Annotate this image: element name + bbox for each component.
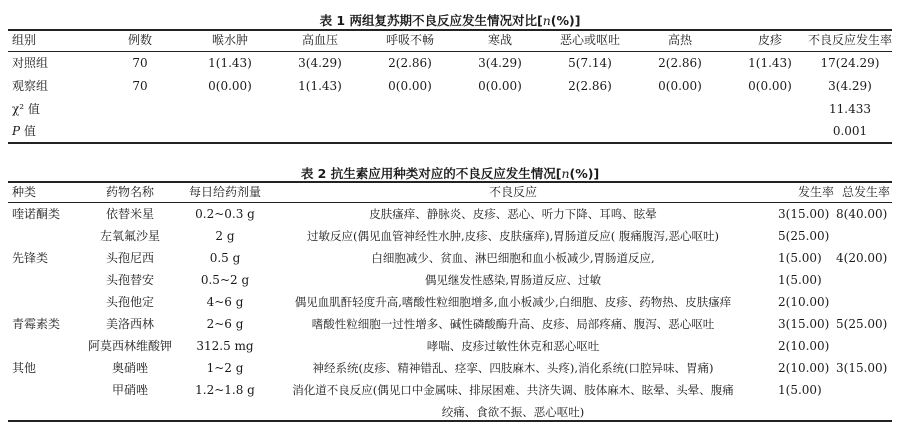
table2-dose-cell: 312.5 mg [196, 339, 254, 353]
table1-cell: 2(2.86) [388, 56, 432, 70]
table2-class-cell: 其他 [12, 361, 37, 375]
table2-drug-cell: 头孢尼西 [105, 251, 155, 265]
table2-adverse-cell: 嗜酸性粒细胞一过性增多、碱性磷酸酶升高、皮疹、局部疼痛、腹泻、恶心呕吐 [311, 317, 715, 331]
table2-drug-cell: 奥硝唑 [111, 361, 149, 375]
table2-rate-cell: 2(10.00) [778, 361, 830, 375]
table2-rate-cell: 1(5.00) [778, 273, 822, 287]
table2-drug-cell: 依替米星 [105, 207, 155, 221]
table2-dose-cell: 0.5~2 g [200, 273, 250, 287]
table2-rate-cell: 1(5.00) [778, 251, 822, 265]
table2-bottom-rule [8, 420, 892, 422]
table1-header-cell: 高血压 [301, 33, 339, 47]
table1-header-cell: 例数 [127, 33, 153, 47]
table2-drug-cell: 头孢替安 [105, 273, 155, 287]
table1-header-cell: 恶心或呕吐 [559, 33, 621, 47]
table2-adverse-cell: 过敏反应(偶见血管神经性水肿,皮疹、皮肤瘙痒),胃肠道反应( 腹痛腹泻,恶心呕吐) [306, 229, 720, 243]
table2-drug-cell: 阿莫西林维酸钾 [87, 339, 173, 353]
table2-adverse-cell: 消化道不良反应(偶见口中金属味、排尿困难、共济失调、肢体麻木、眩晕、头晕、腹痛 [292, 383, 734, 397]
table1-cell: 2(2.86) [658, 56, 702, 70]
table1-chi-value: 11.433 [829, 102, 871, 116]
table2-total-cell: 5(25.00) [836, 317, 888, 331]
table2-header-cell: 发生率 [797, 185, 835, 199]
table2-header-rule [8, 202, 892, 203]
table2-dose-cell: 0.2~0.3 g [195, 207, 255, 221]
table2-header-cell: 总发生率 [841, 185, 891, 199]
table2-header-cell: 不良反应 [488, 185, 538, 199]
table1-cell: 2(2.86) [568, 79, 612, 93]
table2-dose-cell: 4~6 g [206, 295, 244, 309]
table2-adverse-cell: 偶见血肌酐轻度升高,嗜酸性粒细胞增多,血小板减少,白细胞、皮疹、药物热、皮肤瘙痒 [294, 295, 732, 309]
table2-header-cell: 每日给药剂量 [188, 185, 262, 199]
table1-header-cell: 寒战 [487, 33, 513, 47]
table1-header-cell: 皮疹 [757, 33, 783, 47]
table2-total-cell: 4(20.00) [836, 251, 888, 265]
table1-p-label: P 值 [12, 124, 36, 138]
table2-dose-cell: 1.2~1.8 g [195, 383, 255, 397]
table2-dose-cell: 1~2 g [206, 361, 244, 375]
table1-header-cell: 呼吸不畅 [385, 33, 435, 47]
table1-p-value: 0.001 [832, 124, 868, 138]
table1-header-cell: 喉水肿 [211, 33, 249, 47]
table1-chi-label: χ² 值 [12, 102, 40, 116]
table2-header-cell: 药物名称 [105, 185, 155, 199]
table1-cell: 70 [132, 56, 148, 70]
table1-cell: 对照组 [12, 56, 49, 70]
table1-cell: 0(0.00) [208, 79, 252, 93]
table2-rate-cell: 2(10.00) [778, 295, 830, 309]
table2-adverse-cell: 偶见继发性感染,胃肠道反应、过敏 [424, 273, 602, 287]
table1-caption: 表 1 两组复苏期不良反应发生情况对比[n(%)] [319, 13, 581, 28]
table2-drug-cell: 美洛西林 [105, 317, 155, 331]
table1-cell: 3(4.29) [828, 79, 872, 93]
table2-class-cell: 青霉素类 [12, 317, 61, 331]
table2-rate-cell: 1(5.00) [778, 383, 822, 397]
table2-rate-cell: 3(15.00) [778, 207, 830, 221]
table1-cell: 70 [132, 79, 148, 93]
table2-adverse-cell: 神经系统(皮疹、精神错乱、痉挛、四肢麻木、头疼),消化系统(口腔异味、胃痛) [312, 361, 714, 375]
table2-dose-cell: 2~6 g [206, 317, 244, 331]
table1-cell: 0(0.00) [658, 79, 702, 93]
table1-cell: 0(0.00) [478, 79, 522, 93]
table2-adverse-cell: 白细胞减少、贫血、淋巴细胞和血小板减少,胃肠道反应, [371, 251, 655, 265]
table2-drug-cell: 头孢他定 [105, 295, 155, 309]
table2-rate-cell: 5(25.00) [778, 229, 830, 243]
table2-rate-cell: 3(15.00) [778, 317, 830, 331]
table2-rate-cell: 2(10.00) [778, 339, 830, 353]
table1-header-rule [8, 51, 892, 52]
table1-top-rule [8, 29, 892, 31]
table2-adverse-cell: 哮喘、皮疹过敏性休克和恶心呕吐 [426, 339, 600, 353]
table1-bottom-rule [8, 142, 892, 144]
table2-total-cell: 8(40.00) [836, 207, 888, 221]
table2-class-cell: 先锋类 [12, 251, 49, 265]
table2-drug-cell: 左氧氟沙星 [99, 229, 161, 243]
table1-cell: 3(4.29) [478, 56, 522, 70]
table1-cell: 1(1.43) [208, 56, 252, 70]
table1-cell: 1(1.43) [748, 56, 792, 70]
table2-adverse-cell: 皮肤瘙痒、静脉炎、皮疹、恶心、听力下降、耳鸣、眩晕 [369, 207, 657, 221]
table1-cell: 0(0.00) [748, 79, 792, 93]
table2-dose-cell: 2 g [215, 229, 235, 243]
table2-total-cell: 3(15.00) [836, 361, 888, 375]
table2-top-rule [8, 181, 892, 183]
table2-drug-cell: 甲硝唑 [111, 383, 149, 397]
table1-cell: 17(24.29) [820, 56, 880, 70]
table1-cell: 0(0.00) [388, 79, 432, 93]
table1-cell: 3(4.29) [298, 56, 342, 70]
table1-cell: 观察组 [12, 79, 49, 93]
table1-header-cell: 高热 [667, 33, 693, 47]
table2-dose-cell: 0.5 g [209, 251, 241, 265]
table2-adverse-continuation: 绞痛、食欲不振、恶心呕吐) [441, 405, 585, 419]
table1-header-cell: 不良反应发生率 [807, 33, 893, 47]
table1-cell: 1(1.43) [298, 79, 342, 93]
table1-header-cell: 组别 [12, 33, 37, 47]
table2-caption: 表 2 抗生素应用种类对应的不良反应发生情况[n(%)] [300, 166, 600, 181]
table1-cell: 5(7.14) [568, 56, 612, 70]
table2-class-cell: 喹诺酮类 [12, 207, 61, 221]
table2-header-cell: 种类 [12, 185, 37, 199]
